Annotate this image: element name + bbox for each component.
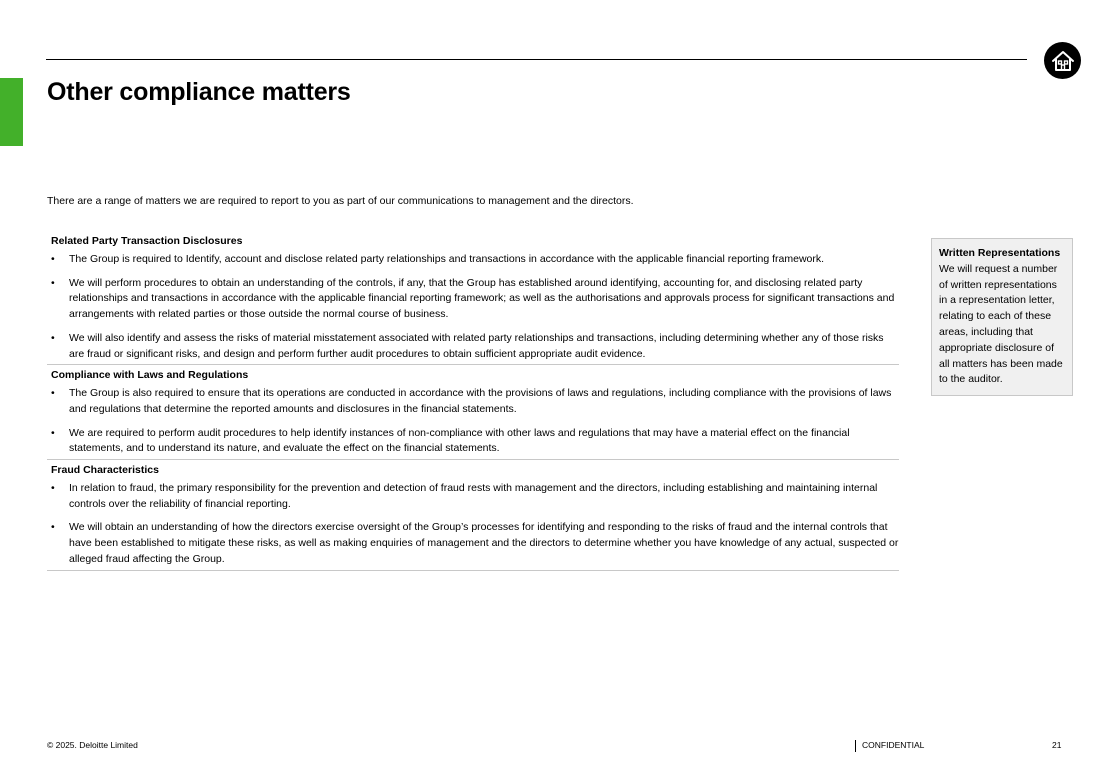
bullet-item: • The Group is required to Identify, account and disclose related party relationships and transactions in accordance with the applicable financial reporting framework.	[47, 252, 899, 268]
section-heading: Compliance with Laws and Regulations	[51, 369, 249, 382]
bullet-list	[47, 386, 899, 457]
footer-copyright: © 2025. Deloitte Limited	[47, 740, 138, 750]
intro-text: There are a range of matters we are required to report to you as part of our communications to management and the directors.	[47, 195, 634, 207]
bullet-item: • In relation to fraud, the primary responsibility for the prevention and detection of fraud rests with management and the directors, including establishing and maintaining internal controls over the reliability of financial reporting.	[47, 481, 899, 512]
footer-confidential: CONFIDENTIAL	[862, 740, 925, 750]
side-box-body: We will request a number of written representations in a representation letter, relating to each of these areas, including that appropriate disclosure of all matters has been made to the auditor.	[939, 262, 1063, 386]
bullet-list	[47, 481, 899, 568]
section-fraud	[47, 463, 899, 571]
written-representations-box	[931, 238, 1073, 396]
bullet-list	[47, 252, 899, 362]
page-number: 21	[1052, 740, 1062, 750]
bullet-item: • We are required to perform audit procedures to help identify instances of non-compliance with other laws and regulations that may have a material effect on the financial statements, and to understand its nature, and evaluate the effect on the financial statements.	[47, 426, 899, 457]
side-box-title: Written Representations	[939, 247, 1061, 259]
section-related-party	[47, 234, 899, 365]
bullet-item: • We will also identify and assess the risks of material misstatement associated with related party relationships and transactions, including determining whether any of those risks are fraud or significant risks, and design and perform further audit procedures to obtain sufficient appropriate audit evidence.	[47, 331, 899, 362]
home-icon	[1051, 50, 1075, 72]
page-title: Other compliance matters	[47, 78, 351, 106]
bullet-item: • The Group is also required to ensure that its operations are conducted in accordance with the provisions of laws and regulations, including compliance with the provisions of laws and regulations that determine the reported amounts and disclosures in the financial statements.	[47, 386, 899, 417]
top-rule	[46, 59, 1027, 60]
section-laws-regulations	[47, 368, 899, 460]
bullet-item: • We will obtain an understanding of how the directors exercise oversight of the Group’s processes for identifying and responding to the risks of fraud and the internal controls that have been established to mitigate these risks, as well as making enquiries of management and the directors to determine whether you have knowledge of any actual, suspected or alleged fraud affecting the Group.	[47, 520, 899, 567]
home-button[interactable]	[1044, 42, 1081, 79]
footer-separator	[855, 740, 856, 752]
section-heading: Fraud Characteristics	[51, 464, 159, 477]
bullet-item: • We will perform procedures to obtain an understanding of the controls, if any, that the Group has established around identifying, accounting for, and disclosing related party relationships and transactions in accordance with the applicable financial reporting framework; as well as the authorisations and approvals process for significant transactions and arrangements with related parties or those outside the normal course of business.	[47, 276, 899, 323]
section-heading: Related Party Transaction Disclosures	[51, 235, 243, 247]
accent-bar	[0, 78, 23, 146]
compliance-sections	[47, 234, 899, 571]
